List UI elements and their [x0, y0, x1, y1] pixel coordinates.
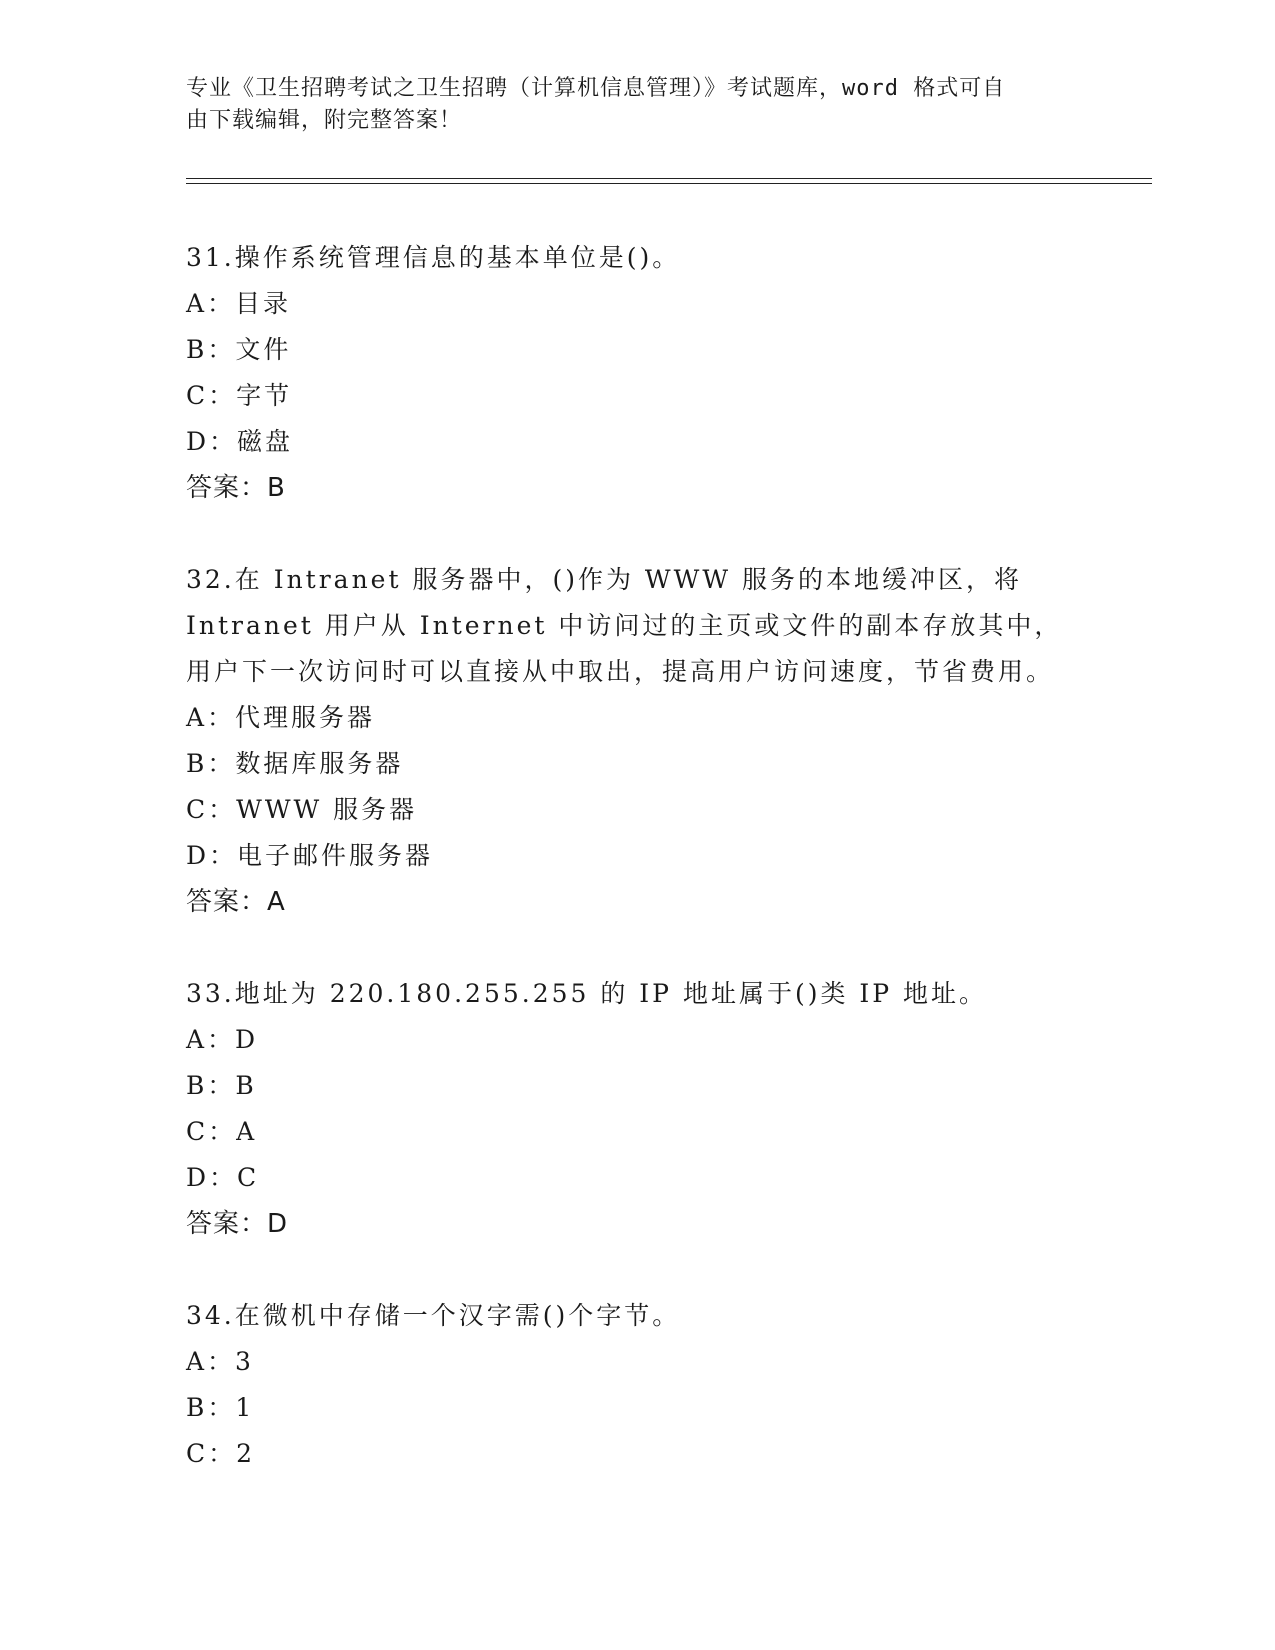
option-a: A：D [186, 1025, 259, 1054]
question-text: 32.在 Intranet 服务器中，()作为 WWW 服务的本地缓冲区，将Intranet 用户从 Internet 中访问过的主页或文件的副本存放其中，用户下一次访问时可以直接从中取出，提高用户访问速度，节省费用。 [186, 565, 1063, 686]
answer-label: 答案： [186, 473, 268, 503]
answer-value: D [267, 1209, 289, 1239]
option-b: B：1 [186, 1393, 255, 1422]
option-a: A：目录 [186, 289, 292, 318]
answer-label: 答案： [186, 887, 268, 917]
question-34 [186, 1293, 1086, 1477]
question-text: 34.在微机中存储一个汉字需()个字节。 [186, 1301, 681, 1330]
question-32 [186, 557, 1086, 925]
option-b: B：B [186, 1071, 257, 1100]
answer-line [186, 1201, 1086, 1247]
question-text: 31.操作系统管理信息的基本单位是()。 [186, 243, 681, 272]
header-line-1: 专业《卫生招聘考试之卫生招聘（计算机信息管理）》考试题库，word 格式可自 [186, 76, 1006, 101]
option-c: C：2 [186, 1439, 256, 1468]
answer-value: B [267, 473, 286, 503]
option-a: A：代理服务器 [186, 703, 376, 732]
question-list [186, 235, 1086, 1523]
document-header [186, 73, 1086, 137]
answer-value: A [267, 887, 286, 917]
option-a: A：3 [186, 1347, 254, 1376]
header-rule-bottom [186, 183, 1152, 184]
header-line-2: 由下载编辑，附完整答案！ [186, 108, 463, 133]
question-33 [186, 971, 1086, 1247]
option-c: C：字节 [186, 381, 293, 410]
option-d: D：电子邮件服务器 [186, 841, 434, 870]
answer-line [186, 879, 1086, 925]
option-d: D：磁盘 [186, 427, 294, 456]
header-rule-top [186, 178, 1152, 179]
option-c: C：WWW 服务器 [186, 795, 418, 824]
question-31 [186, 235, 1086, 511]
option-b: B：文件 [186, 335, 292, 364]
option-b: B：数据库服务器 [186, 749, 404, 778]
option-c: C：A [186, 1117, 258, 1146]
answer-line [186, 465, 1086, 511]
question-text: 33.地址为 220.180.255.255 的 IP 地址属于()类 IP 地址。 [186, 979, 988, 1008]
answer-label: 答案： [186, 1209, 268, 1239]
option-d: D：C [186, 1163, 260, 1192]
